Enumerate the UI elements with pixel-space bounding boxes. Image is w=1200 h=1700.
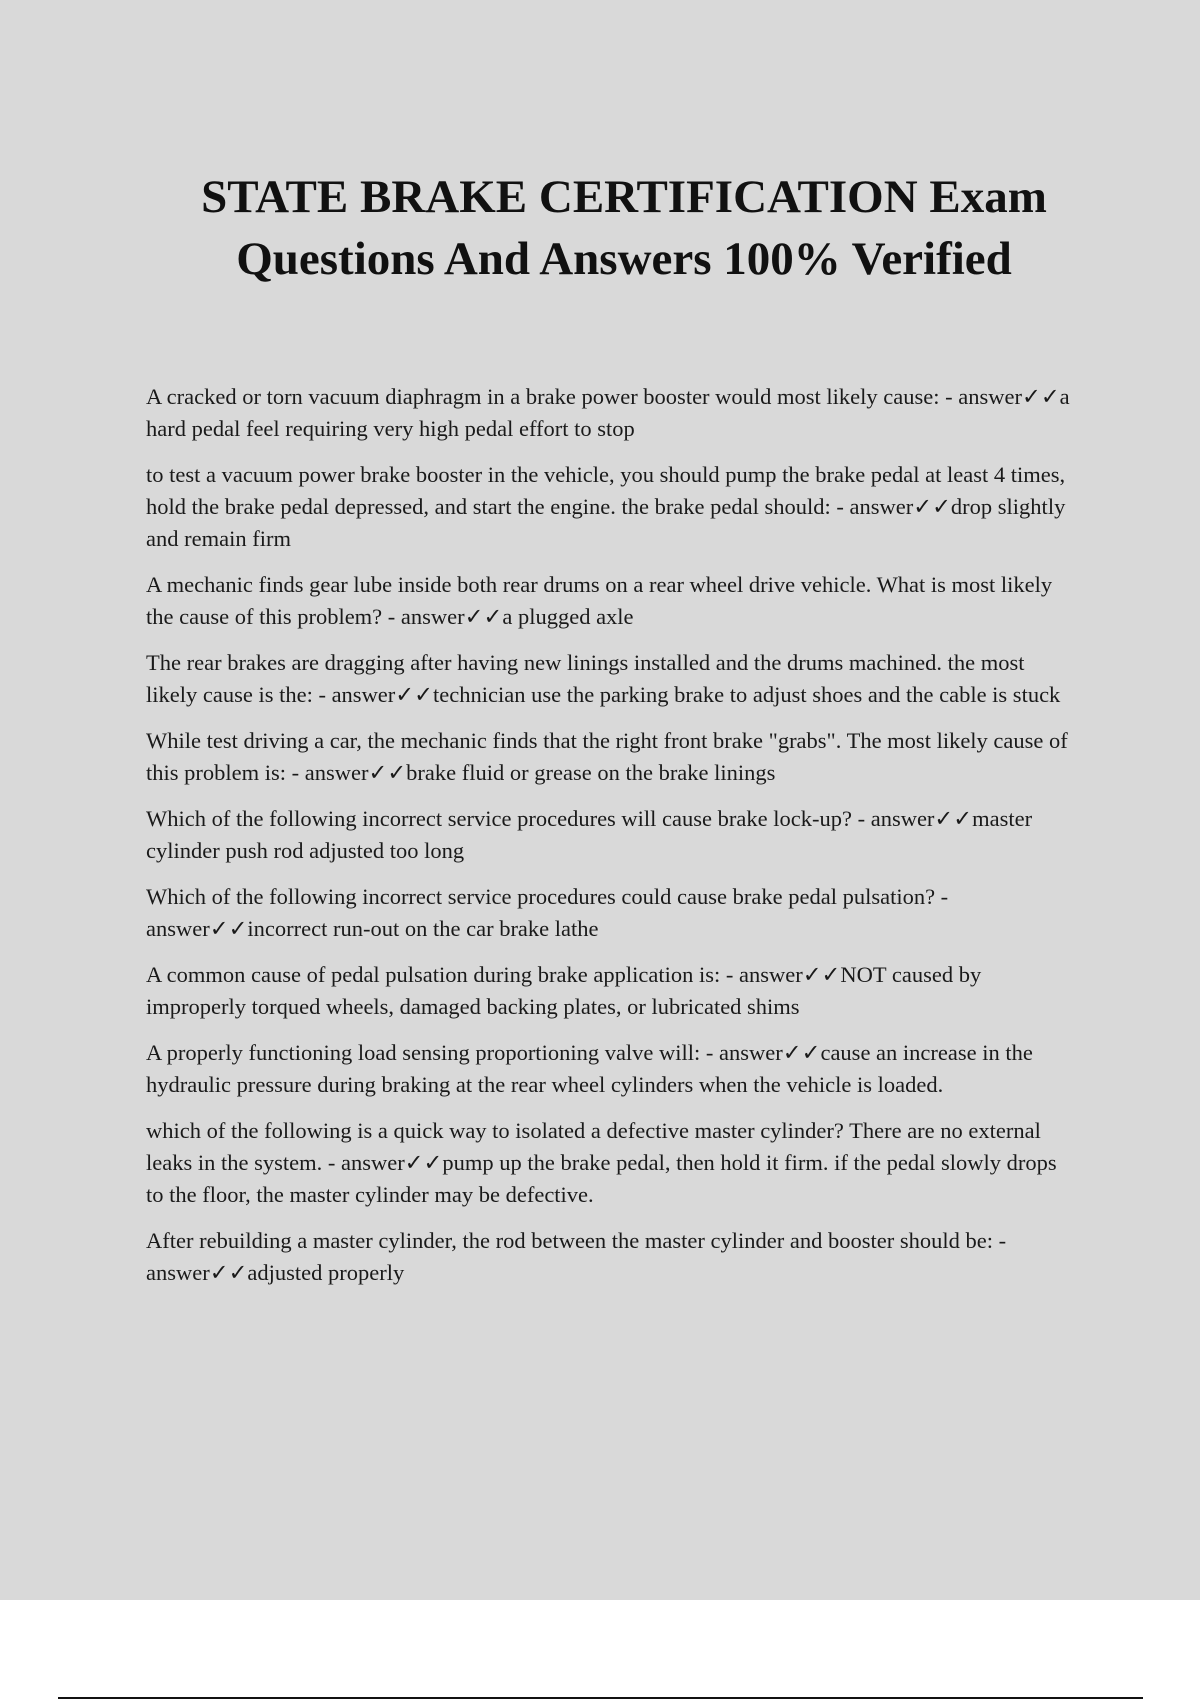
qa-item: to test a vacuum power brake booster in the vehicle, you should pump the brake pedal at least 4 times, hold the brake pedal depressed, and start the engine. the brake pedal should: - answer✓✓drop slightly and remain firm [146,462,1066,551]
qa-item: While test driving a car, the mechanic finds that the right front brake "grabs". The most likely cause of this problem is: - answer✓✓brake fluid or grease on the brake linings [146,728,1068,785]
qa-list [146,381,1078,1303]
qa-item: After rebuilding a master cylinder, the rod between the master cylinder and booster should be: - answer✓✓adjusted properly [146,1228,1007,1285]
qa-item: A common cause of pedal pulsation during brake application is: - answer✓✓NOT caused by improperly torqued wheels, damaged backing plates, or lubricated shims [146,962,982,1019]
title-line-2: Questions And Answers 100% Verified [236,233,1012,285]
title-line-1: STATE BRAKE CERTIFICATION Exam [201,171,1047,223]
qa-item: The rear brakes are dragging after having new linings installed and the drums machined. the most likely cause is the: - answer✓✓technician use the parking brake to adjust shoes and the cable is stuck [146,650,1061,707]
qa-item: Which of the following incorrect service procedures will cause brake lock-up? - answer✓✓master cylinder push rod adjusted too long [146,806,1033,863]
document-title [100,166,1148,290]
qa-item: A cracked or torn vacuum diaphragm in a brake power booster would most likely cause: - answer✓✓a hard pedal feel requiring very high pedal effort to stop [146,384,1070,441]
qa-item: A mechanic finds gear lube inside both rear drums on a rear wheel drive vehicle. What is most likely the cause of this problem? - answer✓✓a plugged axle [146,572,1053,629]
qa-item: A properly functioning load sensing proportioning valve will: - answer✓✓cause an increase in the hydraulic pressure during braking at the rear wheel cylinders when the vehicle is loaded. [146,1040,1033,1097]
footer-divider [58,1697,1143,1699]
qa-item: which of the following is a quick way to isolated a defective master cylinder? There are no external leaks in the system. - answer✓✓pump up the brake pedal, then hold it firm. if the pedal slowly drops to the floor, the master cylinder may be defective. [146,1118,1057,1207]
qa-item: Which of the following incorrect service procedures could cause brake pedal pulsation? - answer✓✓incorrect run-out on the car brake lathe [146,884,949,941]
